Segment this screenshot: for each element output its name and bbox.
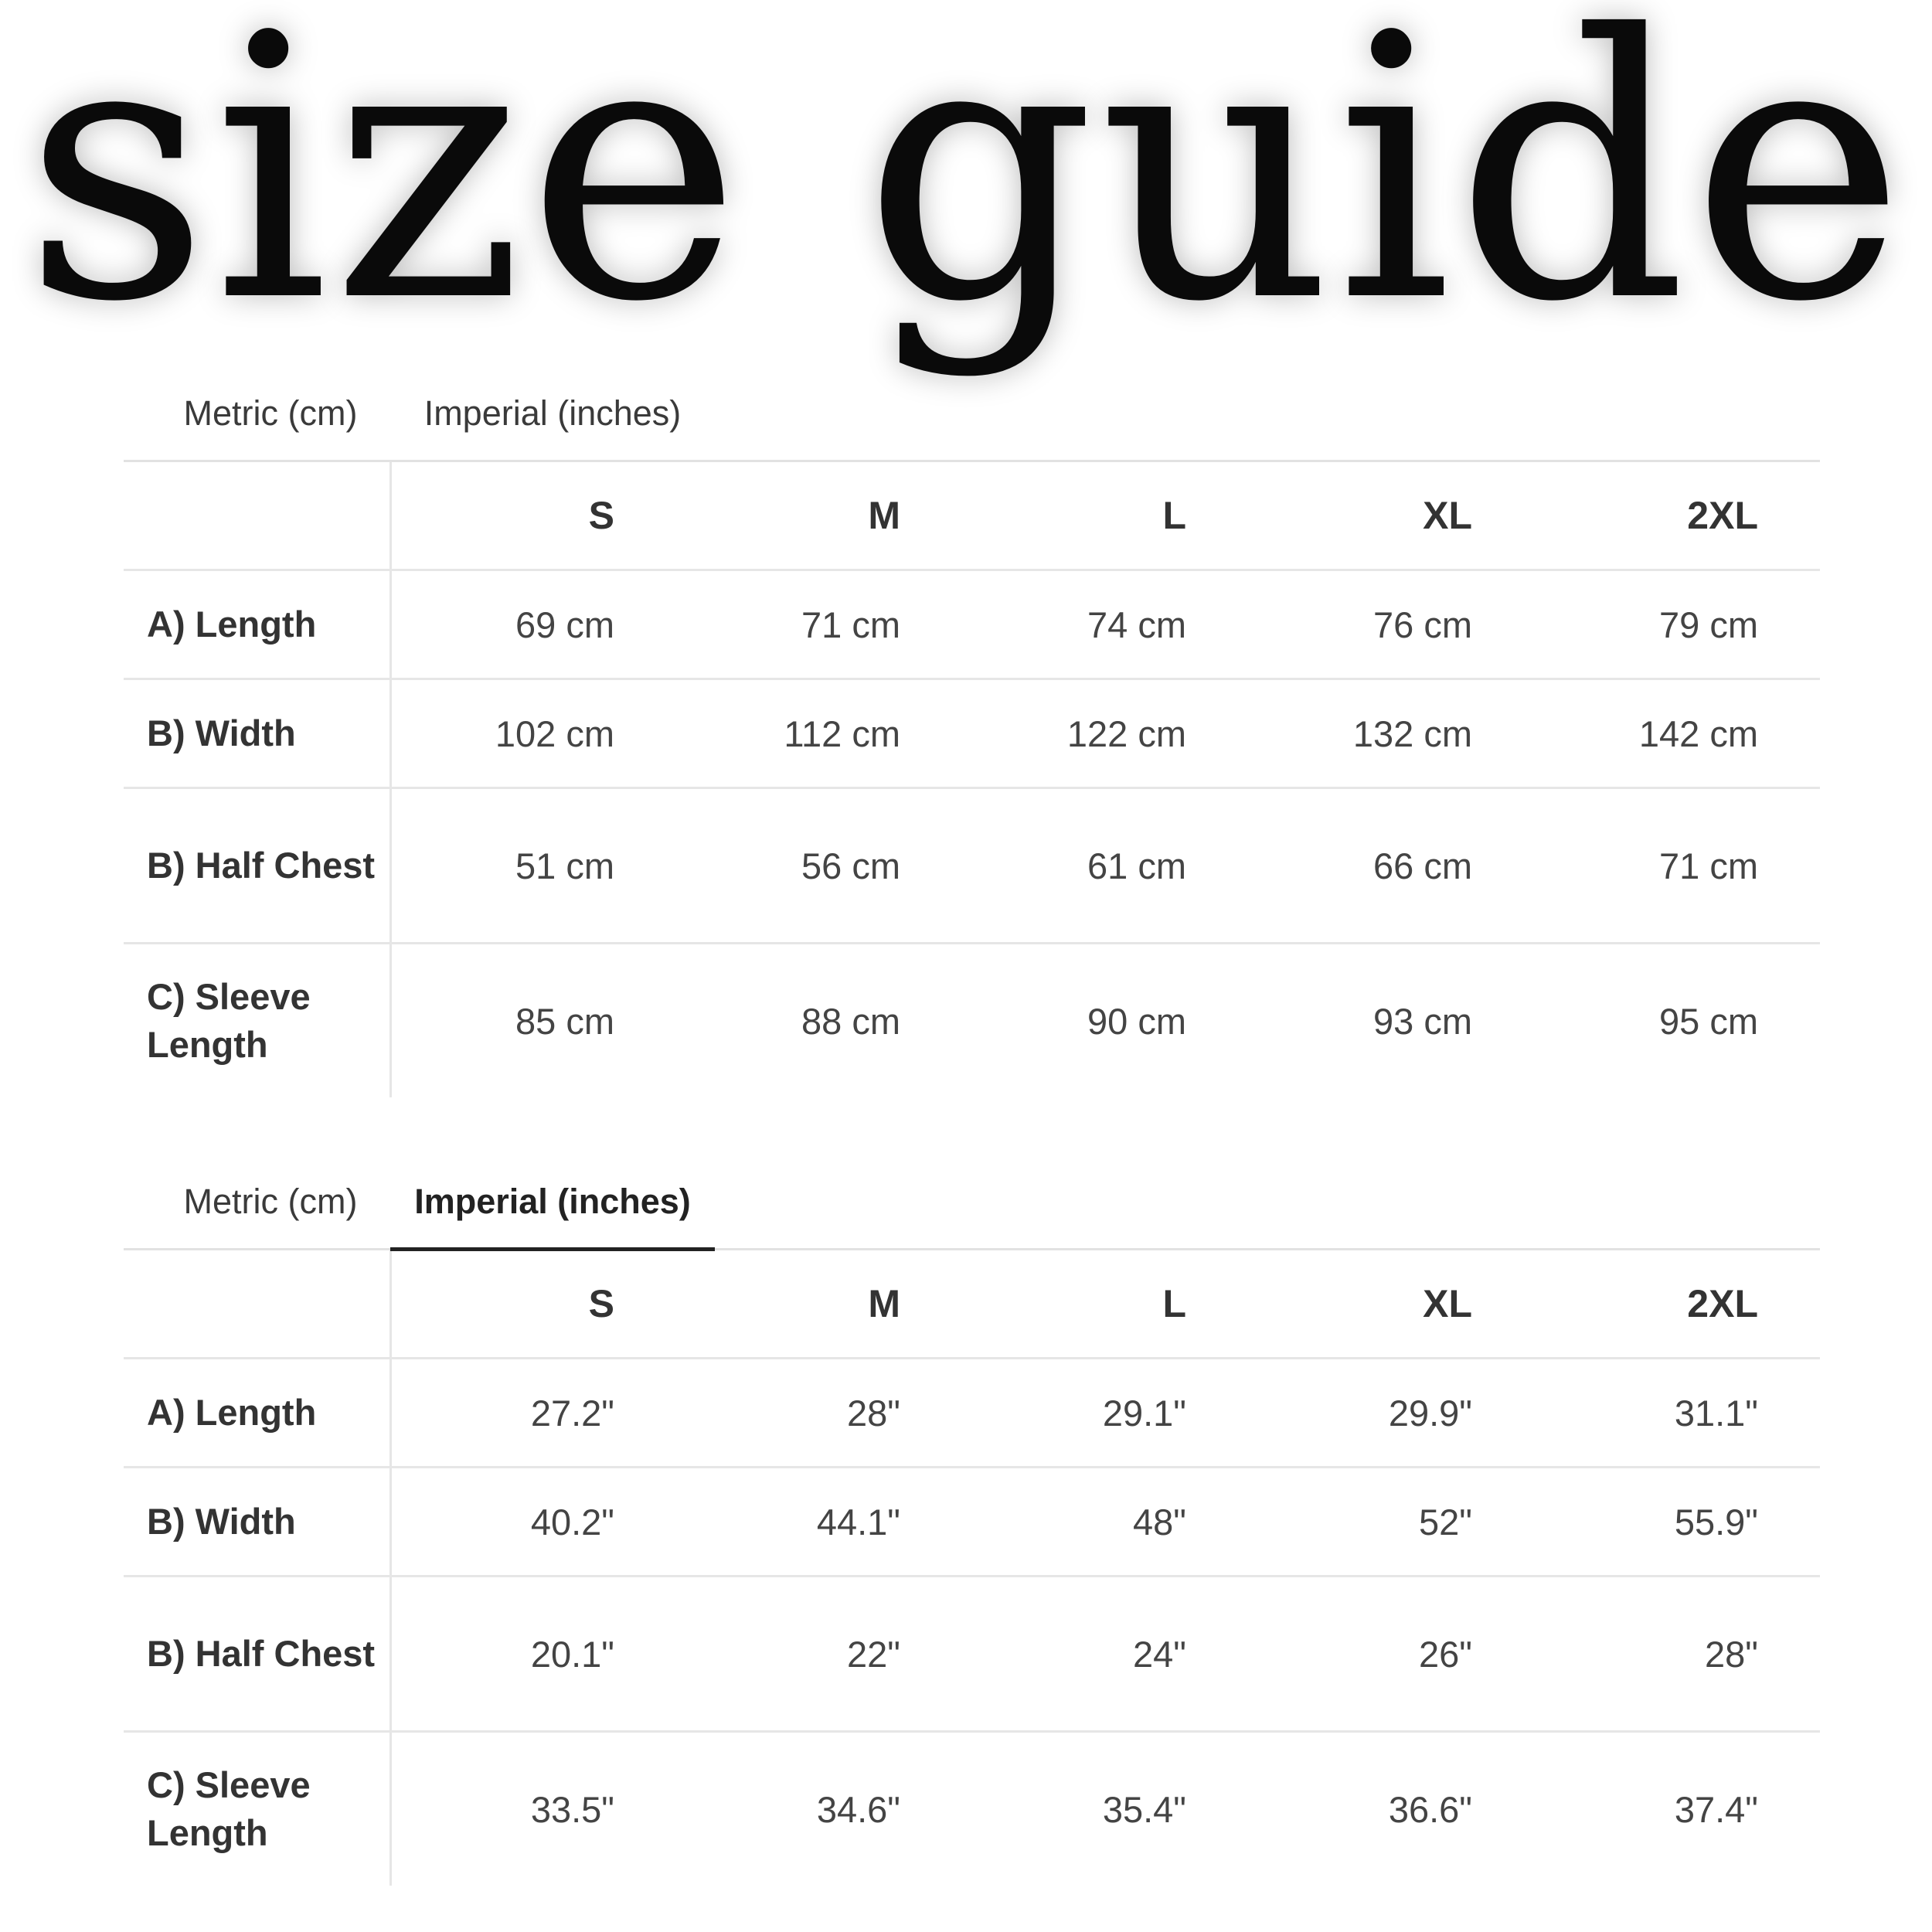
cell-value: 132 cm: [1248, 679, 1534, 788]
cell-value: 56 cm: [676, 788, 962, 944]
size-header-m: M: [676, 462, 962, 570]
cell-value: 33.5": [530, 1788, 614, 1830]
size-header-s: S: [390, 462, 676, 570]
cell-value: 27.2": [390, 1359, 676, 1468]
header-corner: [124, 1250, 390, 1359]
table-row: [124, 1359, 1820, 1468]
cell-value: 26": [1248, 1577, 1534, 1732]
cell-value: 34.6": [816, 1788, 900, 1830]
cell-value: 142 cm: [1534, 679, 1820, 788]
imperial-size-section: [124, 1155, 1820, 1886]
cell-value: 51 cm: [390, 788, 676, 944]
row-label: B) Width: [124, 1468, 390, 1577]
cell-value: 61 cm: [962, 788, 1248, 944]
cell-value: 52": [1248, 1468, 1534, 1577]
row-label: C) Sleeve Length: [124, 944, 390, 1098]
size-header-xl: XL: [1248, 1250, 1534, 1359]
row-label: A) Length: [124, 570, 390, 679]
imperial-size-table: [124, 1250, 1820, 1886]
cell-value: 35.4": [1102, 1788, 1186, 1830]
cell-value: 40.2": [390, 1468, 676, 1577]
unit-tabs: [124, 1155, 1820, 1250]
tab-metric[interactable]: Metric (cm): [183, 393, 358, 433]
size-header-s: S: [390, 1250, 676, 1359]
row-label: B) Half Chest: [124, 788, 390, 944]
cell-value: 44.1": [676, 1468, 962, 1577]
cell-value: 79 cm: [1534, 570, 1820, 679]
size-header-row: [124, 1250, 1820, 1359]
size-header-l: L: [962, 462, 1248, 570]
cell-value: 112 cm: [676, 679, 962, 788]
tab-imperial[interactable]: Imperial (inches): [423, 393, 682, 433]
cell-value: 76 cm: [1248, 570, 1534, 679]
cell-value: 95 cm: [1659, 1000, 1758, 1042]
cell-value: 29.1": [962, 1359, 1248, 1468]
table-row: [124, 1732, 1820, 1886]
row-label: B) Width: [124, 679, 390, 788]
cell-value: 71 cm: [676, 570, 962, 679]
cell-value: 93 cm: [1373, 1000, 1472, 1042]
cell-value: 69 cm: [390, 570, 676, 679]
size-header-2xl: 2XL: [1534, 462, 1820, 570]
table-row: [124, 1577, 1820, 1732]
cell-value: 66 cm: [1248, 788, 1534, 944]
size-header-m: M: [676, 1250, 962, 1359]
cell-value: 28": [676, 1359, 962, 1468]
cell-value: 37.4": [1674, 1788, 1758, 1830]
cell-value: 20.1": [390, 1577, 676, 1732]
table-row: [124, 570, 1820, 679]
tab-imperial[interactable]: Imperial (inches): [390, 1155, 715, 1248]
page-title: size guide: [23, 0, 1909, 381]
table-row: [124, 788, 1820, 944]
row-label: A) Length: [124, 1359, 390, 1468]
cell-value: 102 cm: [390, 679, 676, 788]
metric-size-table: [124, 462, 1820, 1097]
size-header-xl: XL: [1248, 462, 1534, 570]
cell-value: 55.9": [1534, 1468, 1820, 1577]
cell-value: 74 cm: [962, 570, 1248, 679]
cell-value: 71 cm: [1534, 788, 1820, 944]
table-row: [124, 679, 1820, 788]
cell-value: 85 cm: [515, 1000, 614, 1042]
size-header-2xl: 2XL: [1534, 1250, 1820, 1359]
cell-value: 122 cm: [962, 679, 1248, 788]
size-header-l: L: [962, 1250, 1248, 1359]
tab-metric[interactable]: Metric (cm): [183, 1182, 358, 1221]
unit-tabs: [124, 367, 1820, 462]
cell-value: 36.6": [1388, 1788, 1472, 1830]
cell-value: 88 cm: [801, 1000, 900, 1042]
metric-size-section: [124, 367, 1820, 1097]
cell-value: 48": [962, 1468, 1248, 1577]
cell-value: 31.1": [1534, 1359, 1820, 1468]
row-label: C) Sleeve Length: [124, 1732, 390, 1886]
size-header-row: [124, 462, 1820, 570]
cell-value: 22": [676, 1577, 962, 1732]
row-label: B) Half Chest: [124, 1577, 390, 1732]
table-row: [124, 1468, 1820, 1577]
cell-value: 24": [962, 1577, 1248, 1732]
cell-value: 90 cm: [1087, 1000, 1186, 1042]
table-row: [124, 944, 1820, 1098]
cell-value: 28": [1534, 1577, 1820, 1732]
cell-value: 29.9": [1248, 1359, 1534, 1468]
header-corner: [124, 462, 390, 570]
